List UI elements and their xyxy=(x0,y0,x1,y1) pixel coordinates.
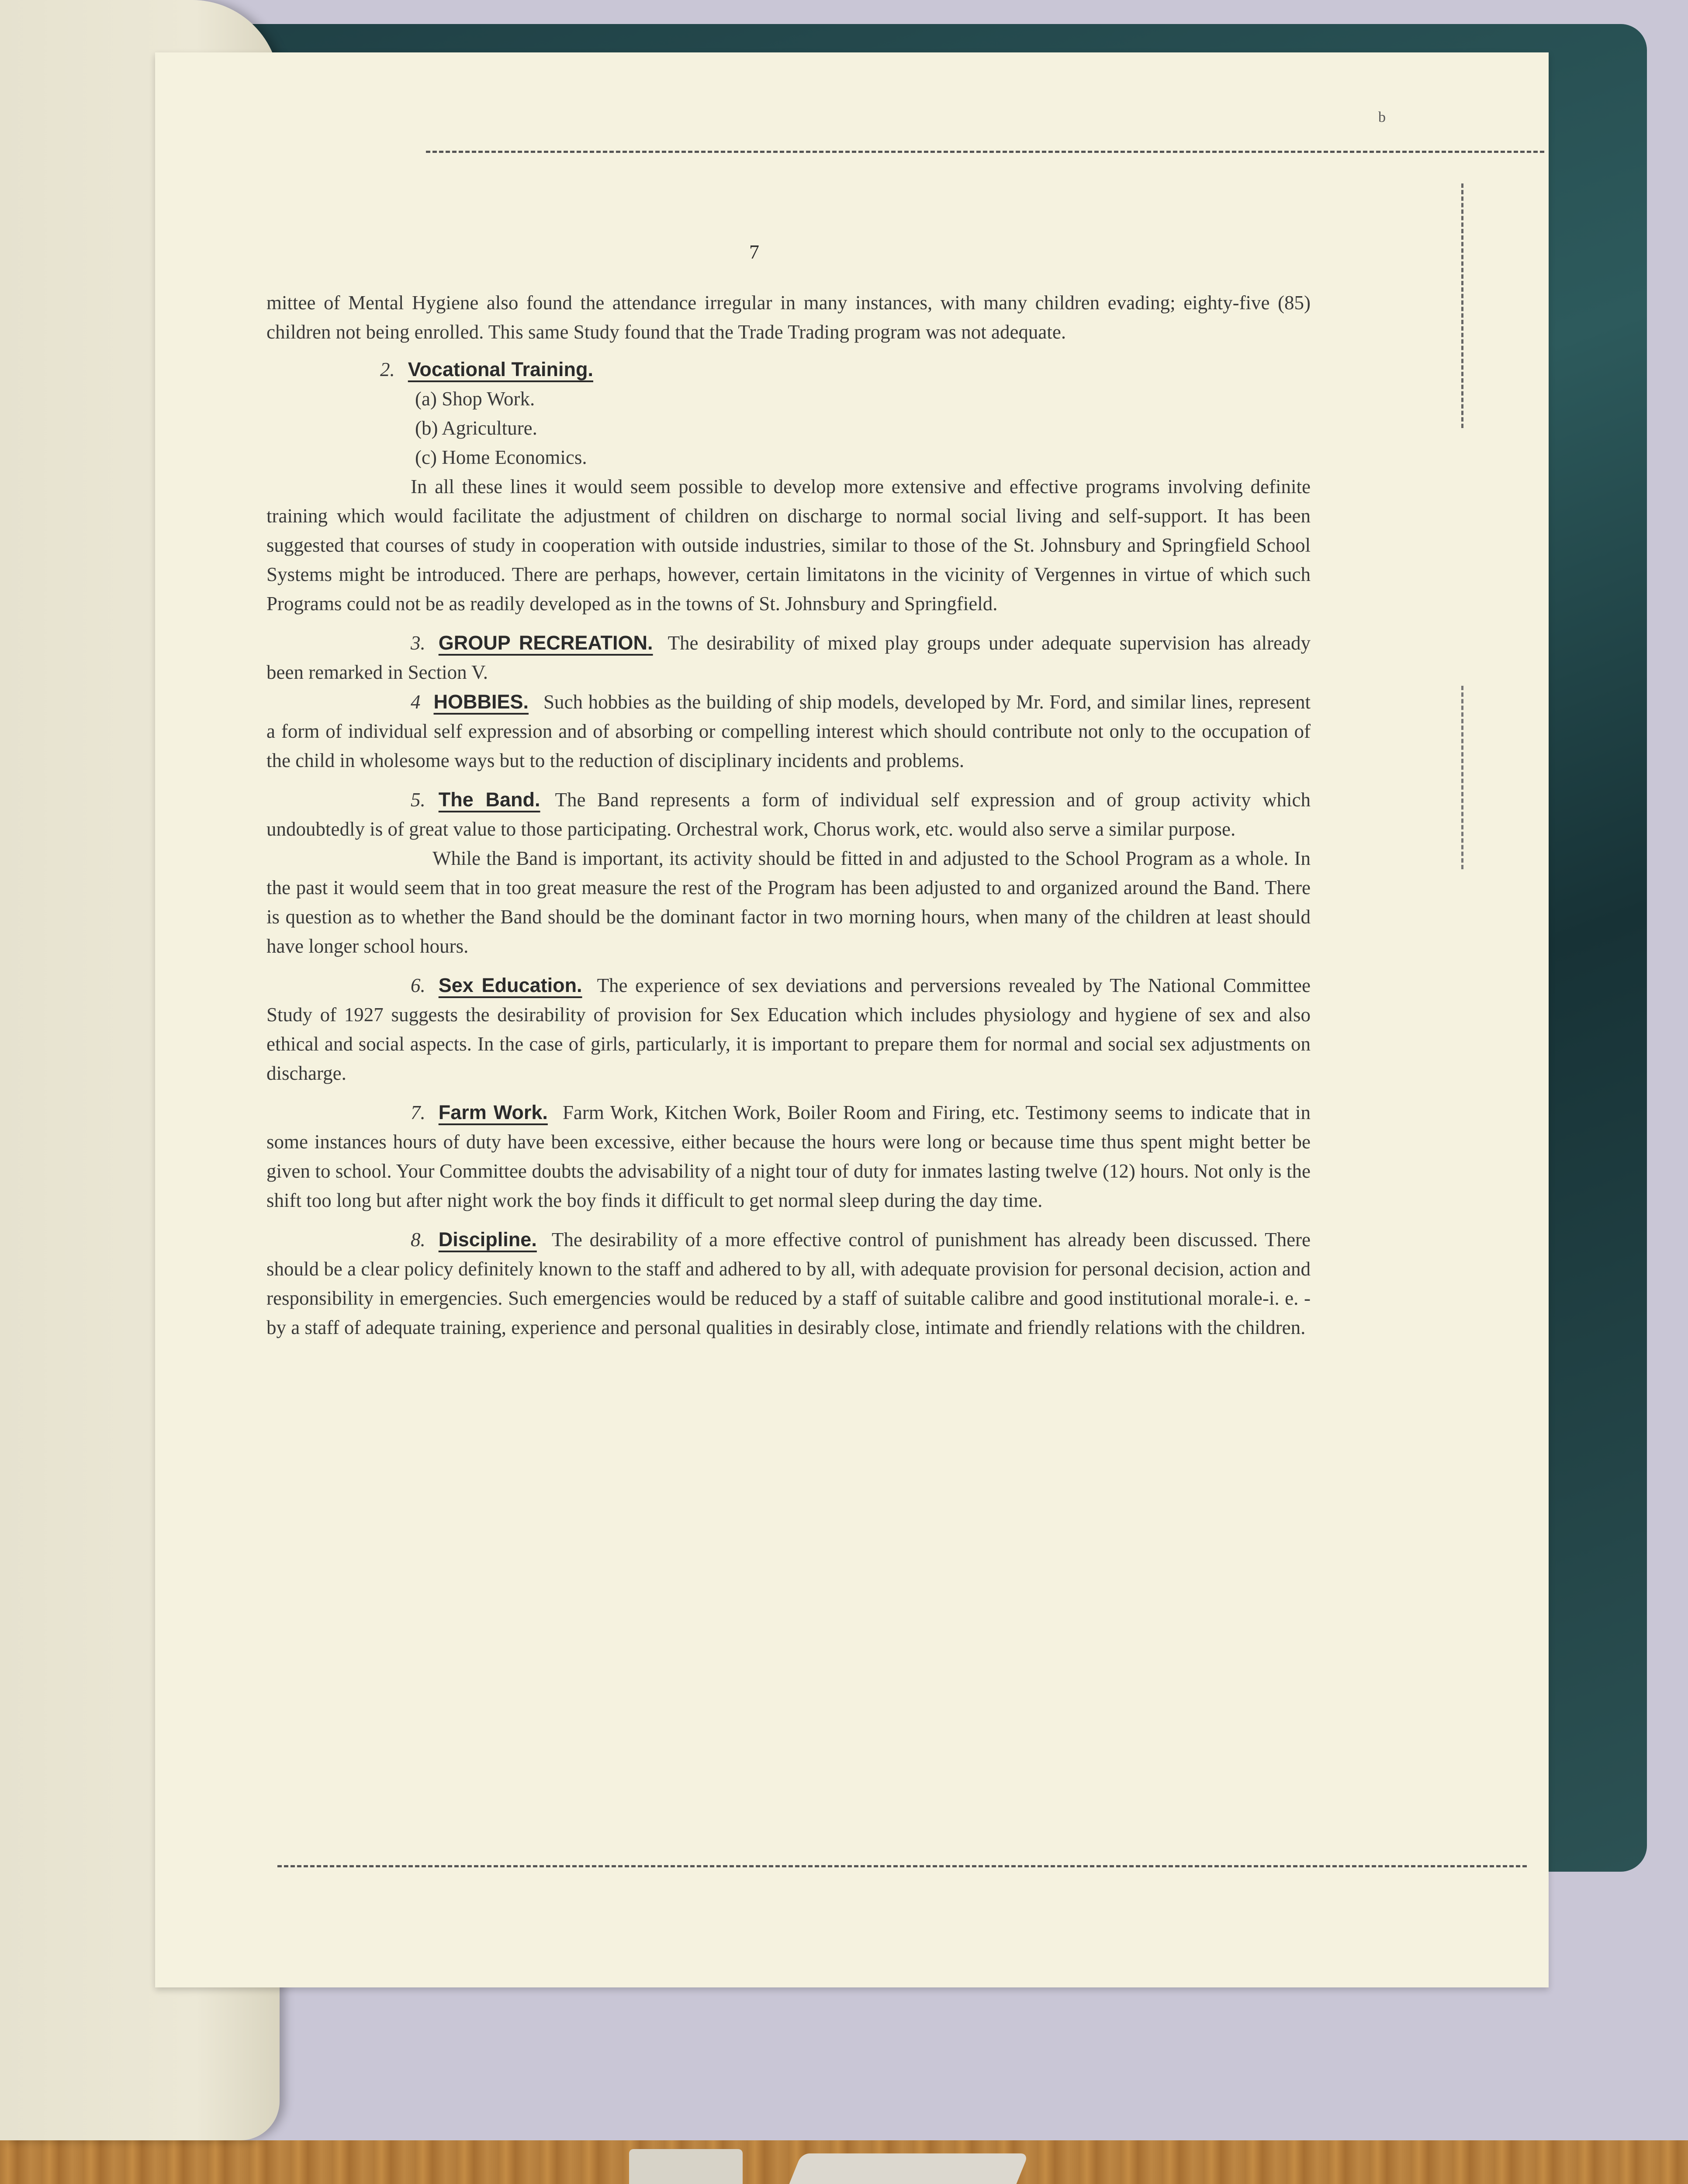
section-number: 2. xyxy=(380,359,395,380)
section-title: Discipline. xyxy=(438,1228,537,1251)
section-body: The experience of sex deviations and perversions revealed by The National Committee Study of 1927 suggests the desirability of provision for Sex Education which includes physiology and hygiene of sex and also ethical and social aspects. In the case of girls, particularly, it is important to prepare them for normal and social sex adjustments on discharge. xyxy=(266,975,1311,1084)
section-number: 3. xyxy=(411,632,425,654)
section-3 xyxy=(266,628,1311,687)
section-title: HOBBIES. xyxy=(433,691,529,713)
section-body: The desirability of mixed play groups under adequate supervision has already been remarked in Section V. xyxy=(266,632,1311,683)
section-title: Sex Education. xyxy=(438,974,582,996)
section-number: 4 xyxy=(411,691,421,713)
list-item: (c) Home Economics. xyxy=(415,446,587,468)
intro-paragraph: mittee of Mental Hygiene also found the attendance irregular in many instances, with many children evading; eighty-five (85) children not being enrolled. This same Study found that the Trade Trading program was not adequate. xyxy=(266,292,1311,343)
section-5 xyxy=(266,785,1311,844)
desk-object xyxy=(629,2149,743,2184)
section-body: In all these lines it would seem possible to develop more extensive and effective programs involving definite training which would facilitate the adjustment of children on discharge to normal social living and self-support. It has been suggested that courses of study in cooperation with outside industries, similar to those of the St. Johnsbury and Springfield School Systems might be introduced. There are perhaps, however, certain limitatons in the vicinity of Vergennes in virtue of which such Programs could not be as readily developed as in the towns of St. Johnsbury and Springfield. xyxy=(266,476,1311,615)
section-7 xyxy=(266,1098,1311,1215)
section-title: Farm Work. xyxy=(438,1101,548,1123)
section-8 xyxy=(266,1225,1311,1342)
section-body: The Band represents a form of individual self expression and of group activity which undoubtedly is of great value to those participating. Orchestral work, Chorus work, etc. would also serve a similar purpose. xyxy=(266,789,1311,840)
top-rule xyxy=(426,151,1544,153)
margin-marks xyxy=(1461,183,1463,428)
section-number: 6. xyxy=(411,975,425,996)
section-body: The desirability of a more effective control of punishment has already been discussed. There should be a clear policy definitely known to the staff and adhered to by all, with adequate provision for personal decision, action and responsibility in emergencies. Such emergencies would be reduced by a staff of suitable calibre and good institutional morale-i. e. - by a staff of adequate training, experience and personal qualities in desirably close, intimate and friendly relations with the children. xyxy=(266,1229,1311,1338)
page-body xyxy=(266,288,1311,1342)
desk-object xyxy=(762,2153,1029,2184)
list-item: (b) Agriculture. xyxy=(415,417,537,439)
section-title: Vocational Training. xyxy=(408,358,593,380)
section-number: 8. xyxy=(411,1229,425,1251)
section-title: The Band. xyxy=(438,788,540,811)
section-body: Such hobbies as the building of ship models, developed by Mr. Ford, and similar lines, represent a form of individual self expression and of absorbing or compelling interest which should contribute not only to the occupation of the child in wholesome ways but to the reduction of disciplinary incidents and problems. xyxy=(266,691,1311,771)
margin-marks xyxy=(1461,686,1463,869)
section-6 xyxy=(266,971,1311,1088)
corner-mark: b xyxy=(1378,109,1386,125)
bottom-rule xyxy=(277,1865,1527,1867)
section-body: Farm Work, Kitchen Work, Boiler Room and Firing, etc. Testimony seems to indicate that in some instances hours of duty have been excessive, either because the hours were long or because time thus spent might better be given to school. Your Committee doubts the advisability of a night tour of duty for inmates lasting twelve (12) hours. Not only is the shift too long but after night work the boy finds it difficult to get normal sleep during the day time. xyxy=(266,1102,1311,1211)
section-4 xyxy=(266,687,1311,775)
page-number: 7 xyxy=(749,241,759,263)
section-number: 5. xyxy=(411,789,425,811)
section-body-continued: While the Band is important, its activity should be fitted in and adjusted to the School Program as a whole. In the past it would seem that in too great measure the rest of the Program has been adjusted to and organized around the Band. There is question as to whether the Band should be the dominant factor in two morning hours, when many of the children at least should have longer school hours. xyxy=(266,847,1311,957)
list-item: (a) Shop Work. xyxy=(415,388,535,410)
section-title: GROUP RECREATION. xyxy=(438,632,653,654)
document-page xyxy=(155,52,1549,1987)
section-number: 7. xyxy=(411,1102,425,1123)
section-heading-2 xyxy=(266,355,1311,384)
